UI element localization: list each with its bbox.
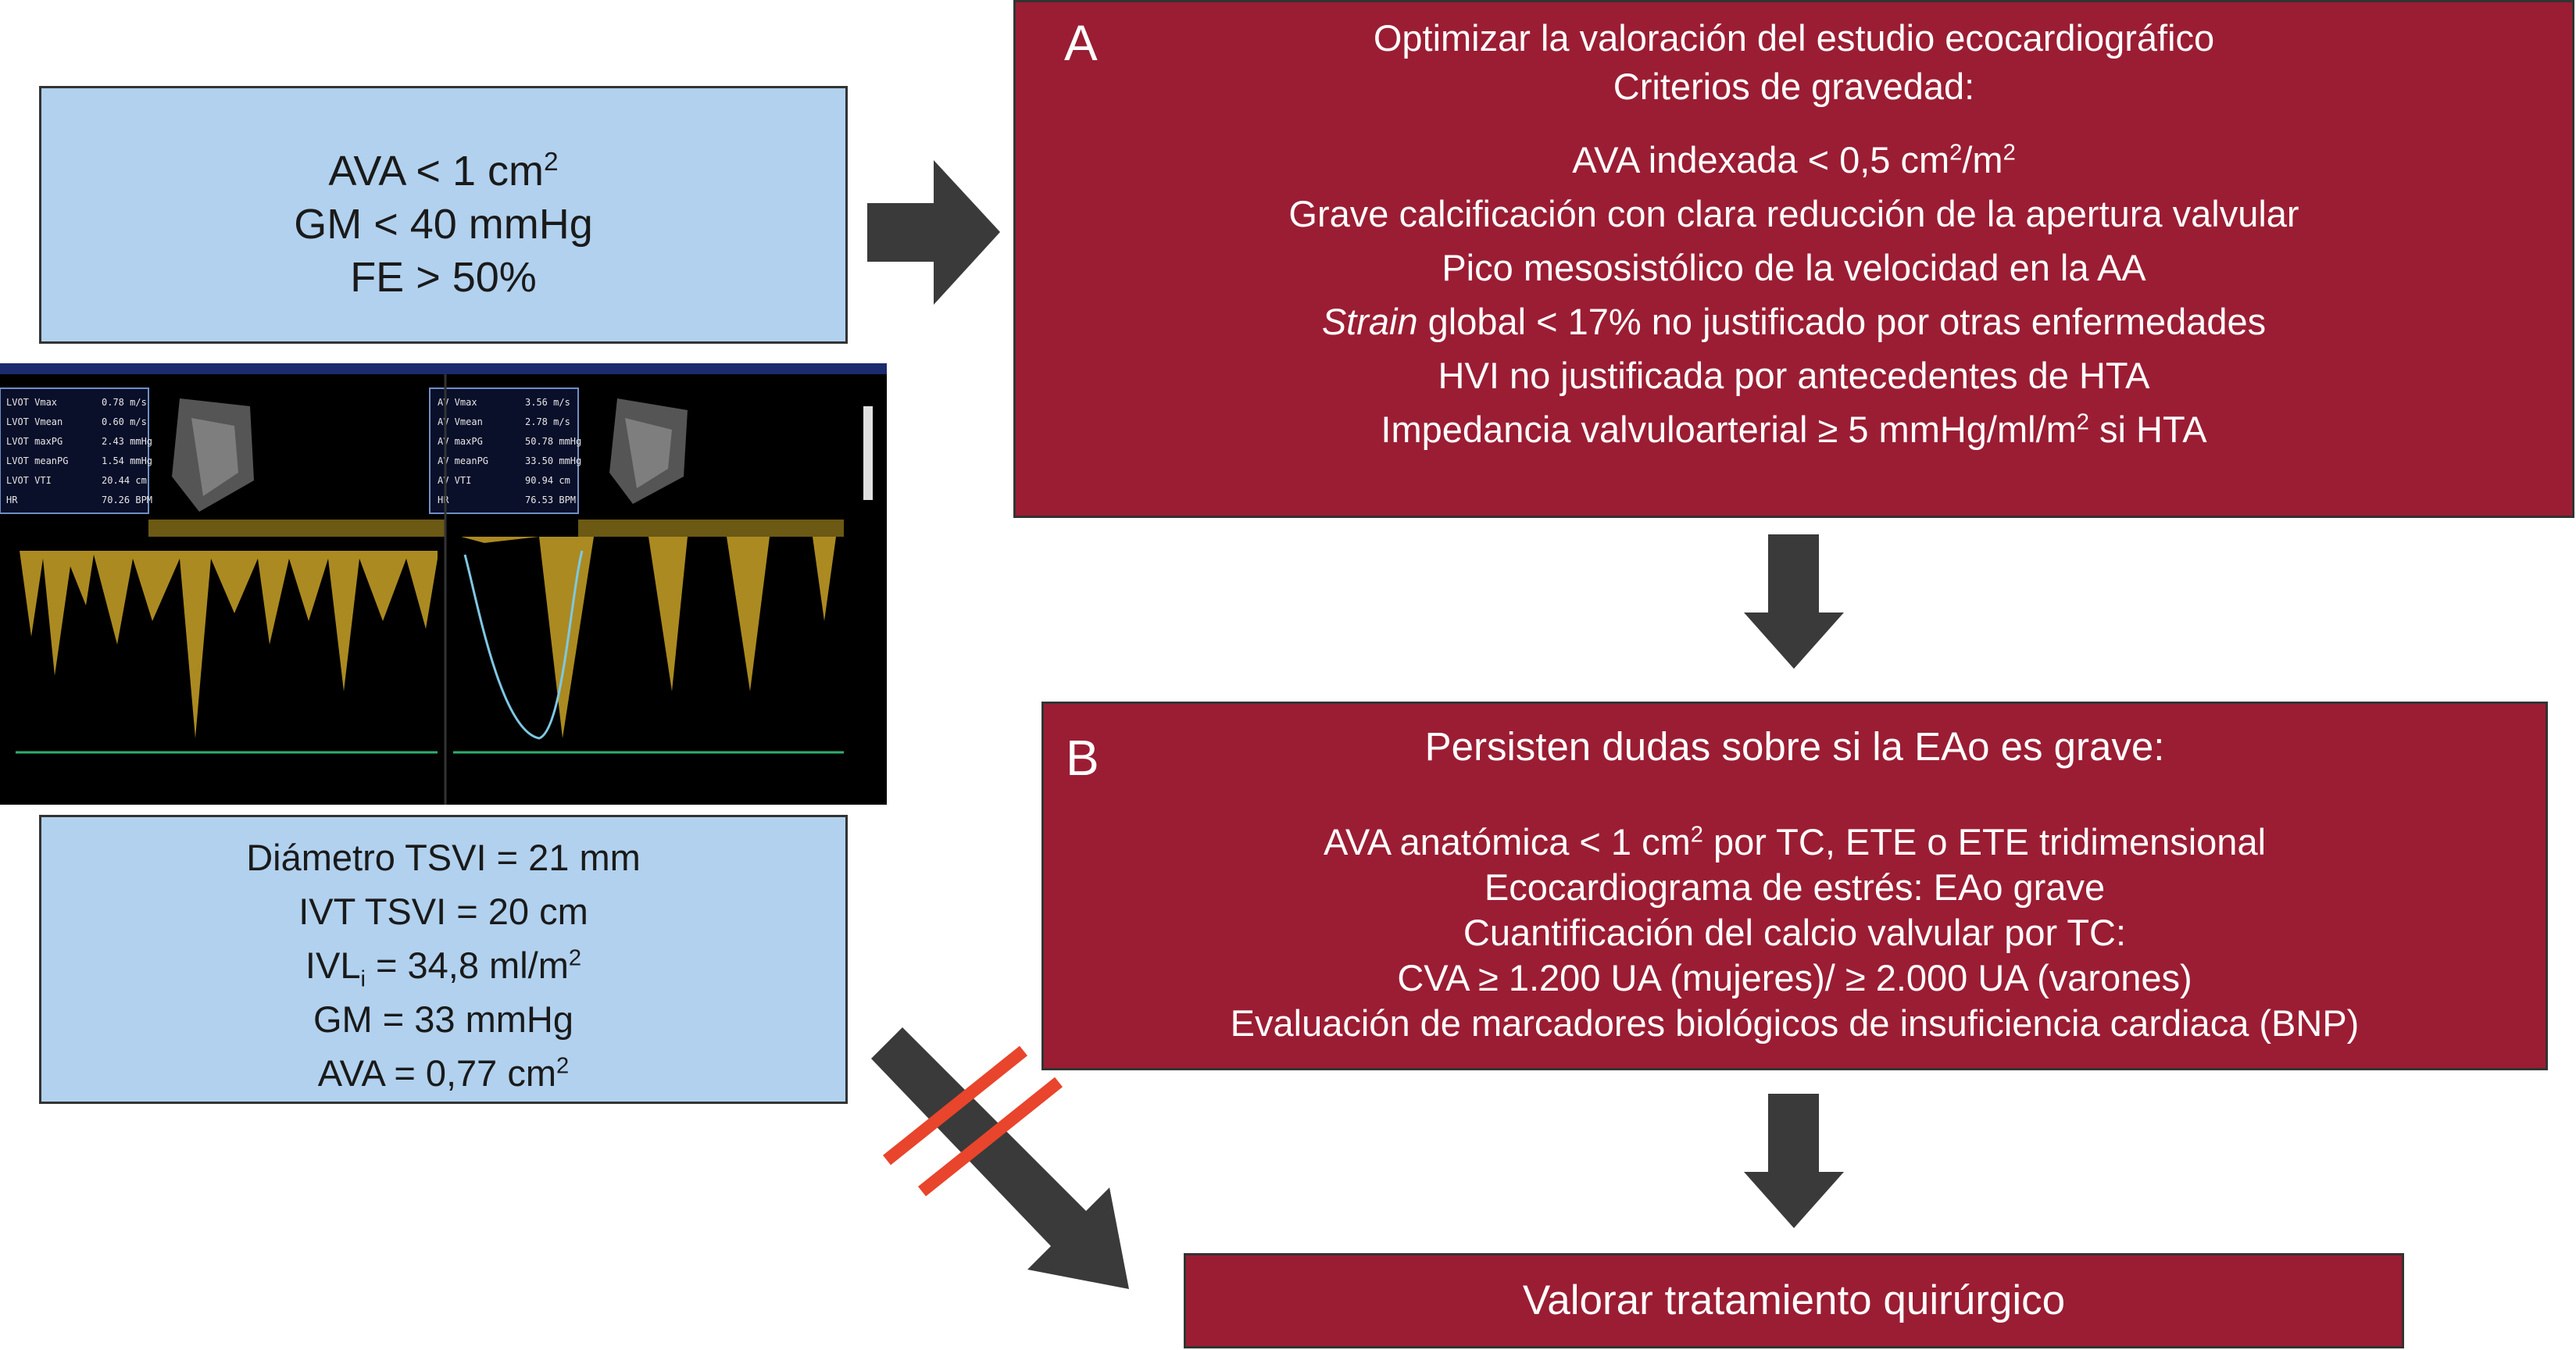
ivli-line: $IVL_i = 34,8$ $ml/m^2$ [305, 945, 582, 992]
svg-text:LVOT Vmean: LVOT Vmean [6, 416, 63, 427]
svg-text:LVOT Vmax: LVOT Vmax [6, 397, 58, 408]
svg-text:76.53 BPM: 76.53 BPM [525, 495, 577, 505]
svg-text:2.43 mmHg: 2.43 mmHg [102, 436, 153, 447]
svg-text:AV VTI: AV VTI [438, 475, 472, 486]
fe-line: FE > 50% [350, 254, 537, 301]
box-b-item4: CVA ≥ 1.200 UA (mujeres)/ ≥ 2.000 UA (varones) [1397, 957, 2192, 998]
box-b-item1: AVA anatómica < 1 $cm^2$ por TC, ETE o ETE tridimensional [1323, 821, 2267, 862]
right-arrow-icon [867, 160, 1008, 309]
svg-text:0.60 m/s: 0.60 m/s [102, 416, 147, 427]
ava-line: AVA = 0,77 $cm^2$ [317, 1052, 570, 1094]
box-a-item6: Impedancia valvuloarterial ≥ 5 mmHg/$ml/m^2$ si HTA [1381, 409, 2207, 450]
doppler-echo-image [0, 363, 887, 805]
box-b-item5: Evaluación de marcadores biológicos de insuficiencia cardiaca (BNP) [1230, 1002, 2360, 1044]
svg-text:90.94 cm: 90.94 cm [525, 475, 570, 486]
doppler-echo-graphic [0, 363, 887, 805]
gm-line: GM = 33 mmHg [313, 998, 573, 1040]
box-a-item4: Strain global < 17% no justificado por otras enfermedades [1321, 301, 2267, 342]
svg-text:1.54 mmHg: 1.54 mmHg [102, 455, 153, 466]
svg-text:HR: HR [6, 495, 18, 505]
svg-text:2.78 m/s: 2.78 m/s [525, 416, 570, 427]
box-b-letter: B [1066, 730, 1099, 786]
gm-line: GM < 40 mmHg [294, 201, 593, 248]
diametro-line: Diámetro TSVI = 21 mm [246, 837, 641, 878]
box-a-item5: HVI no justificada por antecedentes de HTA [1438, 355, 2150, 396]
box-a-title2: Criterios de gravedad: [1613, 66, 1975, 107]
svg-text:LVOT meanPG: LVOT meanPG [6, 455, 69, 466]
box-a-letter: A [1064, 15, 1098, 71]
box-surgery [1184, 1253, 2404, 1348]
box-b-item2: Ecocardiograma de estrés: EAo grave [1484, 866, 2106, 908]
svg-text:3.56 m/s: 3.56 m/s [525, 397, 570, 408]
svg-text:20.44 cm: 20.44 cm [102, 475, 147, 486]
box-a-item3: Pico mesosistólico de la velocidad en la AA [1442, 247, 2146, 288]
box-b-item3: Cuantificación del calcio valvular por TC: [1463, 912, 2127, 953]
down-arrow-icon-b [1741, 1094, 1847, 1231]
svg-text:AV meanPG: AV meanPG [438, 455, 489, 466]
box-surgery-label: Valorar tratamiento quirúrgico [1522, 1277, 2066, 1323]
down-arrow-icon-a [1741, 534, 1847, 672]
box-b-title: Persisten dudas sobre si la EAo es grave: [1424, 724, 2165, 769]
box-a-item2: Grave calcificación con clara reducción de la apertura valvular [1288, 193, 2299, 234]
svg-text:AV Vmean: AV Vmean [438, 416, 483, 427]
box-a-title1: Optimizar la valoración del estudio ecocardiográfico [1373, 17, 2215, 59]
svg-text:70.26 BPM: 70.26 BPM [102, 495, 153, 505]
svg-text:LVOT VTI: LVOT VTI [6, 475, 52, 486]
svg-text:HR: HR [438, 495, 449, 505]
criteria-box-top [39, 86, 848, 344]
measurements-box-bottom [39, 815, 848, 1104]
svg-text:AV maxPG: AV maxPG [438, 436, 483, 447]
svg-text:33.50 mmHg: 33.50 mmHg [525, 455, 582, 466]
box-a-item1: AVA indexada < 0,5 $cm^2/m^2$ [1572, 139, 2016, 180]
box-a [1013, 0, 2574, 518]
svg-text:0.78 m/s: 0.78 m/s [102, 397, 147, 408]
svg-text:AV Vmax: AV Vmax [438, 397, 477, 408]
svg-text:50.78 mmHg: 50.78 mmHg [525, 436, 582, 447]
box-b [1041, 702, 2548, 1070]
svg-text:LVOT maxPG: LVOT maxPG [6, 436, 63, 447]
diagonal-arrow-icon [859, 1023, 1141, 1297]
ivt-line: IVT TSVI = 20 cm [298, 891, 588, 932]
ava-line: AVA < 1 $cm^2$ [328, 148, 559, 195]
